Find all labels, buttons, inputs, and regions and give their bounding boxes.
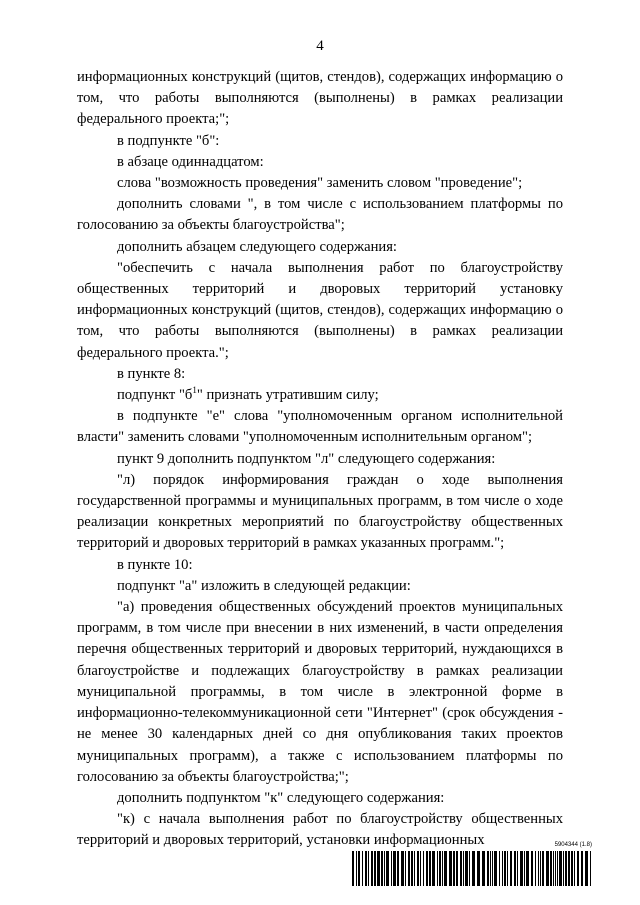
paragraph: пункт 9 дополнить подпунктом "л" следующего содержания: [117,450,496,467]
paragraph: в пункте 10: [117,556,193,573]
barcode-block [352,842,592,887]
paragraph: дополнить абзацем следующего содержания: [117,238,397,255]
paragraph: в подпункте "б": [117,132,220,149]
paragraph: слова "возможность проведения" заменить словом "проведение"; [117,175,523,192]
paragraph: подпункт "$б^1$" признать утратившим силу; [117,385,379,404]
superscript: 1 [192,385,197,396]
paragraph: в подпункте "е" слова "уполномоченным органом исполнительной власти" заменить словами "уполномоченным исполнительным органом"; [77,408,563,446]
document-body [77,67,563,852]
paragraph: подпункт "а" изложить в следующей редакции: [117,577,411,594]
paragraph: дополнить словами ", в том числе с использованием платформы по голосованию за объекты благоустройства"; [77,196,563,234]
page-number: 4 [316,38,324,54]
paragraph: "л) порядок информирования граждан о ходе выполнения государственной программы и муниципальных программ, в том числе о ходе реализации конкретных мероприятий по благоустройству общественных территорий и дворовых территорий в рамках указанных программ."; [77,471,563,552]
paragraph: в пункте 8: [117,365,186,382]
paragraph: информационных конструкций (щитов, стендов), содержащих информацию о том, что работы выполняются (выполнены) в рамках реализации федерального проекта;"; [77,69,563,128]
paragraph: дополнить подпунктом "к" следующего содержания: [117,789,445,806]
barcode-id: 5904344 (1.8) [554,842,592,848]
paragraph: "а) проведения общественных обсуждений проектов муниципальных программ, в том числе при внесении в них изменений, в части определения перечня общественных территорий и дворовых территорий, нуждающихся в благоустройстве и подлежащих благоустройству в рамках реализации муниципальной программы, в том числе в электронной форме в информационно-телекоммуникационной сети "Интернет" (срок обсуждения - не менее 30 календарных дней со дня опубликования таких проектов муниципальных программ), а также с использованием платформы по голосованию за объекты благоустройства;"; [77,599,563,785]
barcode-image [352,851,592,886]
paragraph: "к) с начала выполнения работ по благоустройству общественных территорий и дворовых территорий, установки информационных [77,811,563,849]
paragraph: в абзаце одиннадцатом: [117,153,264,170]
paragraph: "обеспечить с начала выполнения работ по благоустройству общественных территорий и дворовых территорий установку информационных конструкций (щитов, стендов), содержащих информацию о том, что работы выполняются (выполнены) в рамках реализации федерального проекта."; [77,259,563,361]
